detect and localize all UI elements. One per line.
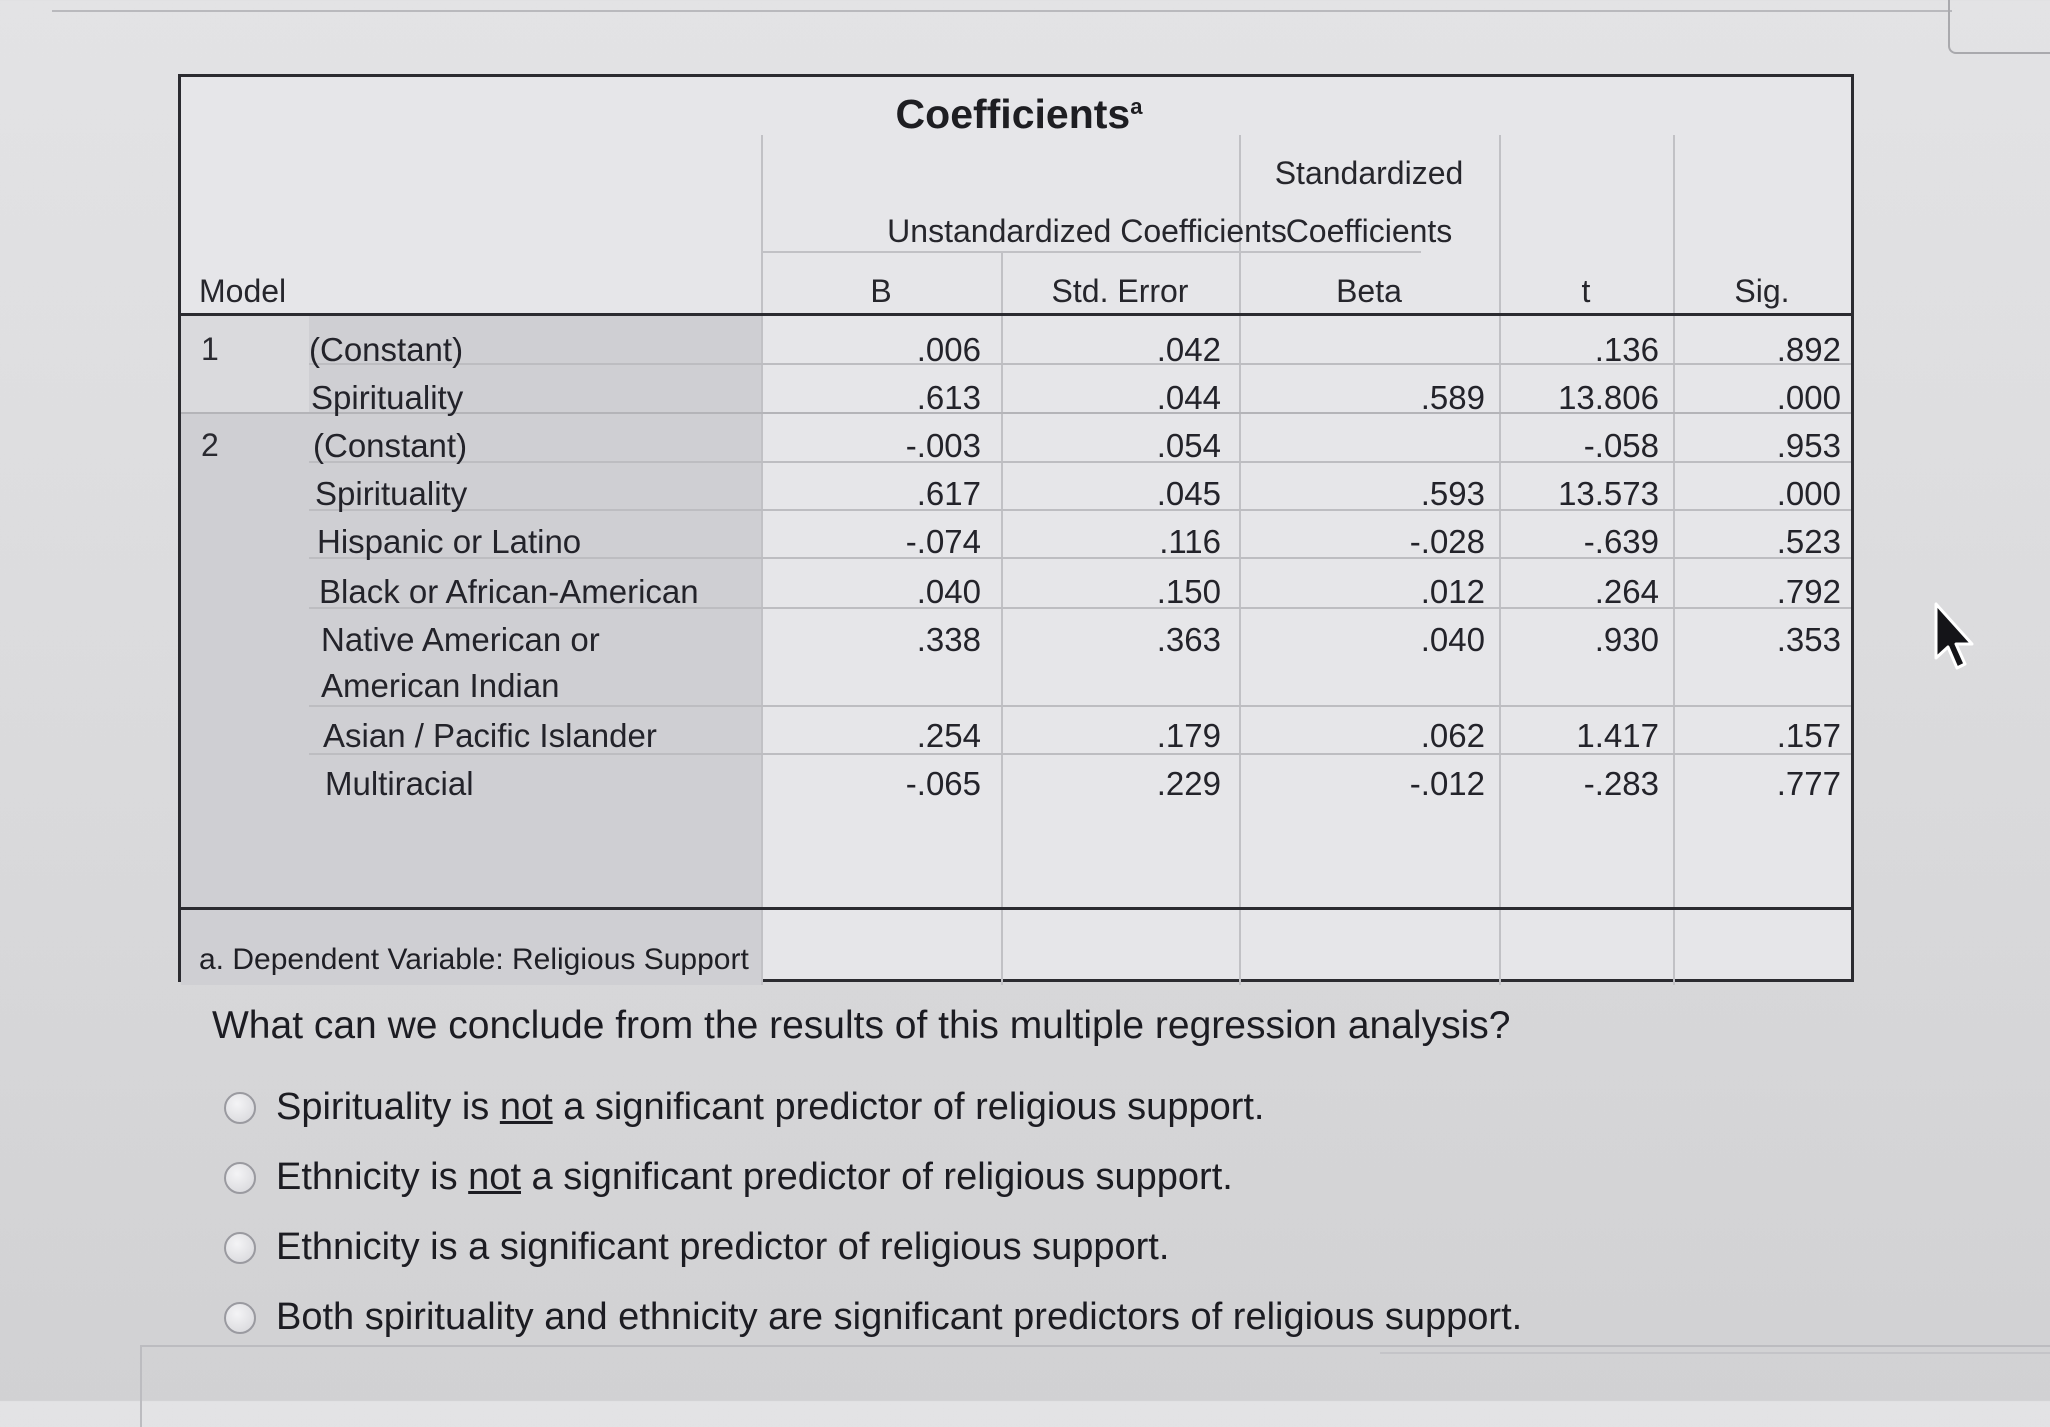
cell-beta: -.028 [1409,523,1485,560]
option-label: Ethnicity is a significant predictor of religious support. [276,1226,1170,1268]
cell-std-error: .045 [1156,475,1221,512]
cell-b: .040 [916,573,981,610]
cell-t: 13.573 [1558,475,1659,512]
cell-b: .617 [916,475,981,512]
cell-sig: .792 [1776,573,1841,610]
table-bottom-border [181,907,1851,910]
cell-beta: .589 [1420,379,1485,416]
header-standardized: Standardized [1274,155,1464,191]
row-label: (Constant) [309,331,464,368]
window-top-edge [52,0,1952,12]
cell-sig: .157 [1776,717,1841,754]
cell-std-error: .179 [1156,717,1221,754]
header-b: B [870,273,892,309]
cell-b: -.003 [905,427,981,464]
cell-t: 1.417 [1576,717,1659,754]
cell-sig: .353 [1776,621,1841,658]
cell-sig: .523 [1776,523,1841,560]
cell-t: .136 [1594,331,1659,368]
radio-button-icon[interactable] [224,1302,256,1334]
question-text: What can we conclude from the results of this multiple regression analysis? [212,1004,1511,1047]
cell-t: 13.806 [1558,379,1659,416]
row-label: Spirituality [311,379,464,416]
answer-option-3[interactable] [224,1226,1169,1269]
radio-button-icon[interactable] [224,1162,256,1194]
header-std-error: Std. Error [1051,273,1189,309]
mouse-pointer-icon [1932,602,1982,674]
cell-b: .006 [916,331,981,368]
cell-sig: .953 [1776,427,1841,464]
row-label: Asian / Pacific Islander [323,717,657,754]
row-label: (Constant) [313,427,468,464]
model-number: 1 [201,331,219,367]
radio-button-icon[interactable] [224,1092,256,1124]
option-label: Spirituality is not a significant predictor of religious support. [276,1086,1265,1128]
cell-std-error: .116 [1159,523,1221,560]
cell-beta: .062 [1420,717,1485,754]
cell-sig: .000 [1776,379,1841,416]
option-label: Both spirituality and ethnicity are significant predictors of religious support. [276,1296,1523,1338]
cell-std-error: .229 [1156,765,1221,802]
cell-b: .338 [916,621,981,658]
cell-sig: .777 [1776,765,1841,802]
row-label: Spirituality [315,475,468,512]
header-beta: Beta [1336,273,1402,309]
table-footnote: a. Dependent Variable: Religious Support [199,943,749,976]
row-label-continued: American Indian [321,667,560,704]
row-label: Hispanic or Latino [317,523,582,560]
cell-b: .254 [916,717,981,754]
row-divider [309,705,1851,707]
cell-sig: .000 [1776,475,1841,512]
corner-panel [1948,0,2050,54]
cell-b: .613 [916,379,981,416]
option-label: Ethnicity is not a significant predictor of religious support. [276,1156,1233,1198]
cell-std-error: .044 [1156,379,1221,416]
header-t: t [1581,273,1591,309]
cell-sig: .892 [1776,331,1841,368]
bottom-panel [140,1345,2050,1427]
model-number: 2 [201,427,219,463]
answer-option-1[interactable] [224,1086,1265,1129]
cell-t: .264 [1594,573,1659,610]
answer-option-4[interactable] [224,1296,1522,1339]
cell-std-error: .363 [1156,621,1221,658]
cell-beta: -.012 [1409,765,1485,802]
row-label: Black or African-American [319,573,699,610]
header-model: Model [199,273,287,309]
header-unstandardized: Unstandardized Coefficients [887,213,1287,249]
header-coefficients: Coefficients [1285,213,1453,249]
cell-b: -.065 [905,765,981,802]
radio-button-icon[interactable] [224,1232,256,1264]
cell-beta: .040 [1420,621,1485,658]
header-divider [181,313,1851,316]
cell-t: -.283 [1583,765,1659,802]
header-sig: Sig. [1734,273,1790,309]
row-label: Multiracial [325,765,474,802]
cell-t: .930 [1594,621,1659,658]
footnote-marker: a [1130,94,1143,119]
cell-std-error: .042 [1156,331,1221,368]
table-title: Coefficients$^a$ [895,91,1143,137]
cell-std-error: .054 [1156,427,1221,464]
answer-option-2[interactable] [224,1156,1233,1199]
cell-beta: .012 [1420,573,1485,610]
cell-t: -.058 [1583,427,1659,464]
cell-std-error: .150 [1156,573,1221,610]
cell-t: -.639 [1583,523,1659,560]
coefficients-table [178,74,1854,982]
column-divider [1239,135,1241,985]
cell-b: -.074 [905,523,981,560]
unstandardized-underline [761,251,1421,253]
row-label: Native American or [321,621,600,658]
cell-beta: .593 [1420,475,1485,512]
bottom-divider [1380,1352,2050,1354]
